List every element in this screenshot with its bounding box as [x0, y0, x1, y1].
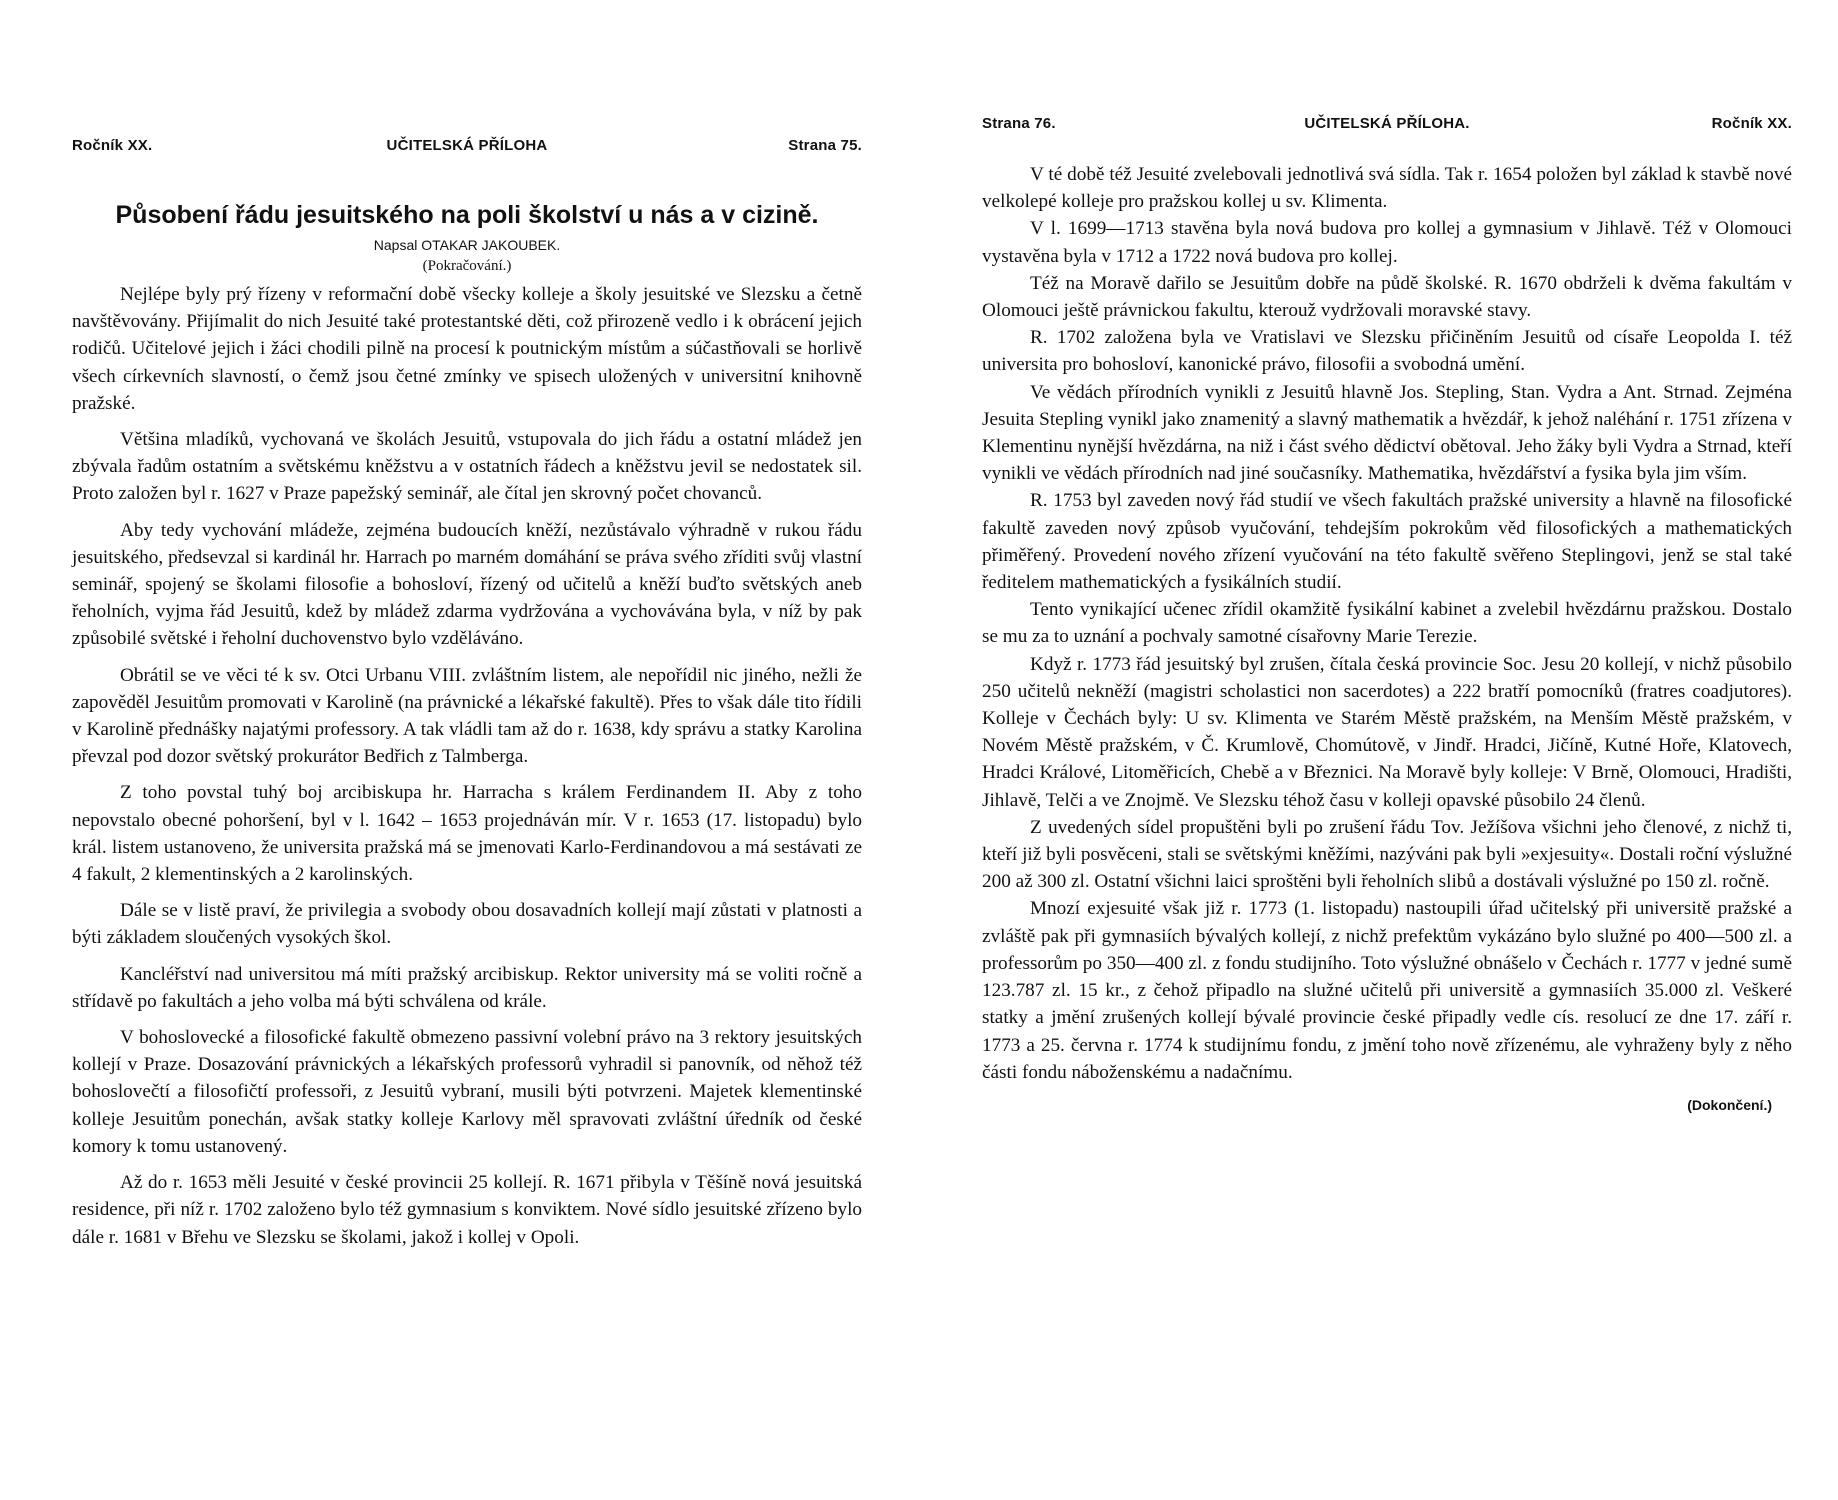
paragraph: Dále se v listě praví, že privilegia a svobody obou dosavadních kollejí mají zůstati v platnosti a býti základem sloučených vysokých škol. [72, 900, 862, 949]
journal-title: UČITELSKÁ PŘÍLOHA. [1304, 115, 1470, 132]
running-header [982, 115, 1792, 137]
paragraph: V bohoslovecké a filosofické fakultě obmezeno passivní volební právo na 3 rektory jesuitských kollejí v Praze. Dosazování právnických a lékařských professorů vyhradil si panovník, od něhož též bohoslovečtí a filosofičtí professoři, z Jesuitů vybraní, musili býti potvrzeni. Majetek klementinské kolleje Jesuitům ponechán, avšak statky kolleje Karlovy měl spravovati zvláštní úředník od české komory k tomu ustanovený. [72, 1027, 862, 1157]
paragraph: Z uvedených sídel propuštěni byli po zrušení řádu Tov. Ježíšova všichni jeho členové, z nichž ti, kteří již byli posvěceni, stali se světskými kněžími, nazýváni pak byli »exjesuity«. Dostali roční výslužné 200 až 300 zl. Ostatní všichni laici sproštěni byli řeholních slibů a dostávali výslužné po 150 zl. ročně. [982, 816, 1792, 893]
paragraph: Tento vynikající učenec zřídil okamžitě fysikální kabinet a zvelebil hvězdárnu pražskou. Dostalo se mu za to uznání a pochvaly samotné císařovny Marie Terezie. [982, 599, 1792, 648]
paragraph: R. 1753 byl zaveden nový řád studií ve všech fakultách pražské university a hlavně na filosofické fakultě zaveden nový způsob vyučování, tehdejším pokrokům věd filosofických a mathematických přiměřený. Provedení nového zřízení vyučování na této fakultě svěřeno Steplingovi, jenž se stal také ředitelem mathematických a fysikálních studií. [982, 490, 1792, 594]
page-number: Strana 76. [982, 115, 1056, 132]
continued-note: (Dokončení.) [1687, 1096, 1772, 1113]
paragraph: Z toho povstal tuhý boj arcibiskupa hr. Harracha s králem Ferdinandem II. Aby z toho nepovstalo obecné pohoršení, byl v l. 1642 – 1653 projednáván mír. V r. 1653 (17. listopadu) bylo král. listem ustanoveno, že universita pražská má se jmenovati Karlo-Ferdinandovou a má sestávati ze 4 fakult, 2 klementinských a 2 karolinských. [72, 782, 862, 886]
continued-note: (Pokračování.) [422, 258, 512, 274]
paragraph: Mnozí exjesuité však již r. 1773 (1. listopadu) nastoupili úřad učitelský při universitě pražské a zvláště pak při gymnasiích bývalých kollejí, z nichž prefektům vykázáno bylo služné po 400—500 zl. a professorům po 350—400 zl. z fondu studijního. Toto výslužné obnášelo v Čechách r. 1777 v jedné sumě 123.787 zl. 15 kr., z čehož připadlo na služné učitelů při universitě a gymnasiích 35.000 zl. Veškeré statky a jmění zrušených kollejí bývalé provincie české připadly vedle cís. resolucí ze dne 17. září r. 1773 a 25. června r. 1774 k studijnímu fondu, z jmění toho nově zřízenému, ale vyhraženy byly z něho části fondu náboženskému a nadačnímu. [982, 898, 1792, 1083]
paragraph: V l. 1699—1713 stavěna byla nová budova pro kollej a gymnasium v Jihlavě. Též v Olomouci vystavěna byla v 1712 a 1722 nová budova pro kollej. [982, 218, 1792, 267]
volume-label: Ročník XX. [1711, 115, 1792, 132]
byline: Napsal OTAKAR JAKOUBEK. [373, 237, 561, 253]
paragraph: Až do r. 1653 měli Jesuité v české provincii 25 kollejí. R. 1671 přibyla v Těšíně nová jesuitská residence, při níž r. 1702 založeno bylo též gymnasium s konviktem. Nové sídlo jesuitské zřízeno bylo dále r. 1681 v Břehu ve Slezsku se školami, jakož i kollej v Opoli. [72, 1172, 862, 1248]
paragraph: Též na Moravě dařilo se Jesuitům dobře na půdě školské. R. 1670 obdrželi k dvěma fakultám v Olomouci ještě právnickou fakultu, kterouž vydržovali moravské stavy. [982, 272, 1792, 322]
right-page [982, 0, 1792, 1119]
paragraph: Většina mladíků, vychovaná ve školách Jesuitů, vstupovala do jich řádu a ostatní mládež jen zbývala řadům ostatním a světskému kněžstvu a v ostatních řádech a kněžstvu jevil se nedostatek sil. Proto založen byl r. 1627 v Praze papežský seminář, ale čítal jen skrovný počet chovanců. [72, 429, 862, 505]
journal-title: UČITELSKÁ PŘÍLOHA [386, 137, 548, 154]
article-body [982, 161, 1792, 1113]
paragraph: Když r. 1773 řád jesuitský byl zrušen, čítala česká provincie Soc. Jesu 20 kollejí, v nichž působilo 250 učitelů nekněží (magistri scholastici non sacerdotes) a 222 bratří pomocníků (fratres coadjutores). Kolleje v Čechách byly: U sv. Klimenta ve Starém Městě pražském, na Menším Městě pražském, v Novém Městě pražském, v Č. Krumlově, Chomútově, v Jindř. Hradci, Jičíně, Kutné Hoře, Klatovech, Hradci Králové, Litoměřicích, Chebě a v Březnici. Na Moravě byly kolleje: V Brně, Olomouci, Hradišti, Jihlavě, Telči a ve Znojmě. Ve Slezsku téhož času v kolleji opavské působilo 24 členů. [982, 653, 1792, 811]
paragraph: Aby tedy vychování mládeže, zejména budoucích kněží, nezůstávalo výhradně v rukou řádu jesuitského, předsevzal si kardinál hr. Harrach po marném domáhání se práva svého zříditi svůj vlastní seminář, spojený se školami filosofie a bohosloví, řízený od učitelů a kněží buďto světských aneb řeholních, vyjma řád Jesuitů, kdež by mládež zdarma vydržována a vychovávána byla, v níž by pak způsobilé světské i řeholní duchovenstvo bylo vzděláváno. [72, 519, 862, 650]
running-header [72, 137, 862, 159]
left-page [72, 0, 862, 1260]
paragraph: Nejlépe byly prý řízeny v reformační době všecky kolleje a školy jesuitské ve Slezsku a četně navštěvovány. Přijímalit do nich Jesuité také protestantské děti, což přirozeně vedlo i k obrácení jejich rodičů. Učitelové jejich i žáci chodili pilně na procesí k poutnickým místům a súčastňovali se horlivě všech církevních slavností, o čemž jsou četné zmínky ve spisech uložených v universitní knihovně pražské. [72, 284, 862, 414]
paragraph: Obrátil se ve věci té k sv. Otci Urbanu VIII. zvláštním listem, ale nepořídil nic jiného, nežli že zapověděl Jesuitům promovati v Karolině (na právnické a lékařské fakultě). Přes to však dále tito řídili v Karolině přednášky najatými professory. A tak vládli tam až do r. 1638, kdy správu a statky Karolina převzal pod dozor světský prokurátor Bedřich z Talmberga. [72, 664, 862, 768]
paragraph: Kancléřství nad universitou má míti pražský arcibiskup. Rektor university má se voliti ročně a střídavě po fakultách a jeho volba má býti schválena od krále. [72, 963, 862, 1012]
volume-label: Ročník XX. [72, 137, 153, 154]
article-body [72, 281, 862, 1251]
paragraph: Ve vědách přírodních vynikli z Jesuitů hlavně Jos. Stepling, Stan. Vydra a Ant. Strnad. Zejména Jesuita Stepling vynikl jako znamenitý a slavný mathematik a hvězdář, k jehož naléhání r. 1751 zřízena v Klementinu nynější hvězdárna, na niž i část svého dědictví obětoval. Jeho žáky byli Vydra a Strnad, kteří vynikli ve vědách přírodních nad jiné současníky. Mathematika, hvězdářství a fysika byla jim vším. [982, 381, 1792, 485]
article-title: Působení řádu jesuitského na poli školství u nás a v cizině. [115, 201, 819, 229]
paragraph: R. 1702 založena byla ve Vratislavi ve Slezsku přičiněním Jesuitů od císaře Leopolda I. též universita pro bohosloví, kanonické právo, filosofii a svobodná umění. [982, 327, 1792, 376]
paragraph: V té době též Jesuité zvelebovali jednotlivá svá sídla. Tak r. 1654 položen byl základ k stavbě nové velkolepé kolleje pro pražskou kollej u sv. Klimenta. [982, 164, 1792, 213]
page-number: Strana 75. [788, 137, 862, 154]
